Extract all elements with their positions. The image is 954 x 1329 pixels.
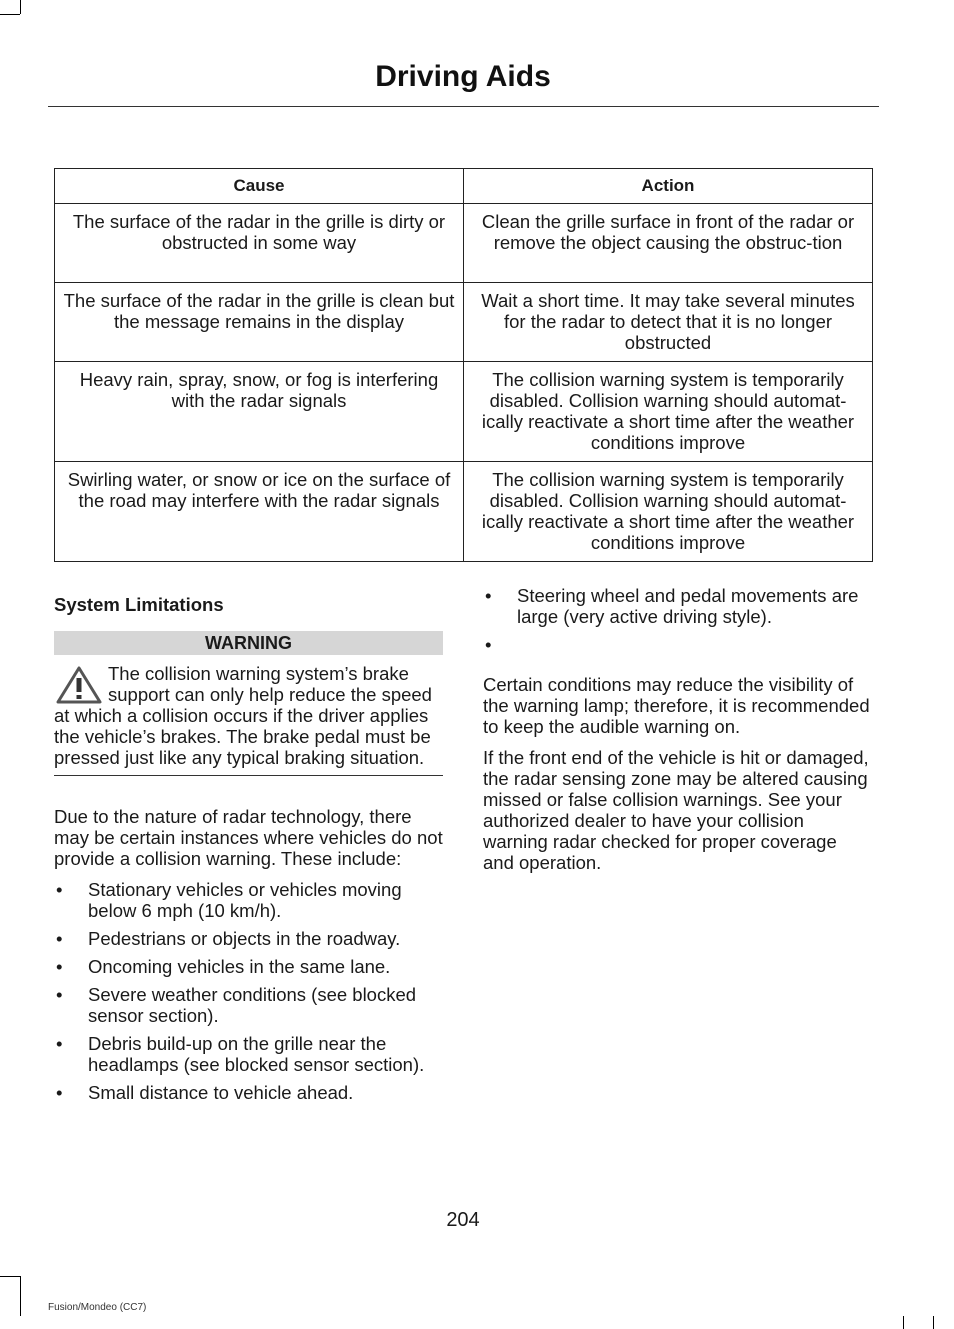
page-title: Driving Aids bbox=[375, 60, 551, 93]
table-cell-action: The collision warning system is temporarily disabled. Collision warning should automat-ically reactivate a short time after the weather conditions improve bbox=[464, 462, 873, 562]
table-cell-cause: Swirling water, or snow or ice on the surface of the road may interfere with the radar signals bbox=[55, 462, 464, 562]
page-number: 204 bbox=[446, 1209, 480, 1231]
table-row bbox=[55, 204, 873, 283]
crop-mark bbox=[20, 1276, 21, 1316]
list-item-text: Steering wheel and pedal movements are large (very active driving style). bbox=[517, 585, 859, 627]
list-item-text: Debris build-up on the grille near the headlamps (see blocked sensor section). bbox=[88, 1033, 425, 1075]
limitations-list-continued bbox=[483, 585, 872, 655]
list-item bbox=[54, 1082, 443, 1103]
table-cell-cause: Heavy rain, spray, snow, or fog is interfering with the radar signals bbox=[55, 362, 464, 462]
table-header-row bbox=[55, 169, 873, 204]
list-item-text: Pedestrians or objects in the roadway. bbox=[88, 928, 401, 949]
footer-model: Fusion/Mondeo (CC7) bbox=[48, 1302, 147, 1313]
crop-mark bbox=[903, 1316, 904, 1329]
bullet: • bbox=[56, 1082, 63, 1103]
warning-box bbox=[54, 663, 443, 776]
warning-triangle-icon bbox=[54, 665, 104, 705]
list-item-text: Small distance to vehicle ahead. bbox=[88, 1082, 354, 1103]
list-item-text: Oncoming vehicles in the same lane. bbox=[88, 956, 391, 977]
warning-text: The collision warning system’s brake support can only help reduce the speed at which a collision occurs if the driver applies the vehicle’s brakes. The brake pedal must be pressed just like any typical braking situation. bbox=[54, 663, 432, 768]
bullet: • bbox=[56, 1033, 63, 1054]
table-cell-action: Clean the grille surface in front of the radar or remove the object causing the obstruc-tion bbox=[464, 204, 873, 283]
list-item bbox=[54, 984, 443, 1026]
list-item bbox=[54, 956, 443, 977]
visibility-paragraph: Certain conditions may reduce the visibility of the warning lamp; therefore, it is recommended to keep the audible warning on. bbox=[483, 674, 870, 737]
header-divider bbox=[48, 106, 879, 107]
bullet: • bbox=[485, 585, 492, 606]
bullet: • bbox=[485, 634, 492, 655]
list-item bbox=[54, 928, 443, 949]
warning-divider bbox=[54, 775, 443, 776]
crop-mark bbox=[933, 1316, 934, 1329]
list-item-text: Stationary vehicles or vehicles moving below 6 mph (10 km/h). bbox=[88, 879, 402, 921]
column-header-cause: Cause bbox=[55, 169, 464, 204]
intro-paragraph: Due to the nature of radar technology, there may be certain instances where vehicles do not provide a collision warning. These include: bbox=[54, 806, 443, 869]
list-item bbox=[54, 1033, 443, 1075]
crop-mark bbox=[20, 0, 21, 14]
table-row bbox=[55, 362, 873, 462]
table-row bbox=[55, 283, 873, 362]
right-column bbox=[483, 585, 872, 873]
bullet: • bbox=[56, 984, 63, 1005]
table-cell-action: The collision warning system is temporarily disabled. Collision warning should automat-ically reactivate a short time after the weather conditions improve bbox=[464, 362, 873, 462]
table-row bbox=[55, 462, 873, 562]
list-item bbox=[483, 634, 872, 655]
bullet: • bbox=[56, 879, 63, 900]
list-item bbox=[483, 585, 872, 627]
bullet: • bbox=[56, 928, 63, 949]
troubleshooting-table bbox=[54, 168, 873, 562]
damage-paragraph: If the front end of the vehicle is hit or damaged, the radar sensing zone may be altered causing missed or false collision warnings. See your authorized dealer to have your collision warning radar checked for proper coverage and operation. bbox=[483, 747, 869, 873]
list-item bbox=[54, 879, 443, 921]
list-item-text: Severe weather conditions (see blocked sensor section). bbox=[88, 984, 417, 1026]
table-cell-cause: The surface of the radar in the grille is dirty or obstructed in some way bbox=[55, 204, 464, 283]
bullet: • bbox=[56, 956, 63, 977]
crop-mark bbox=[0, 1276, 20, 1277]
warning-label: WARNING bbox=[54, 631, 443, 655]
column-header-action: Action bbox=[464, 169, 873, 204]
crop-mark bbox=[0, 14, 20, 15]
section-title: System Limitations bbox=[54, 594, 224, 615]
limitations-list bbox=[54, 879, 443, 1103]
table-cell-cause: The surface of the radar in the grille is clean but the message remains in the display bbox=[55, 283, 464, 362]
left-column bbox=[54, 594, 443, 1110]
table-cell-action: Wait a short time. It may take several minutes for the radar to detect that it is no longer obstructed bbox=[464, 283, 873, 362]
